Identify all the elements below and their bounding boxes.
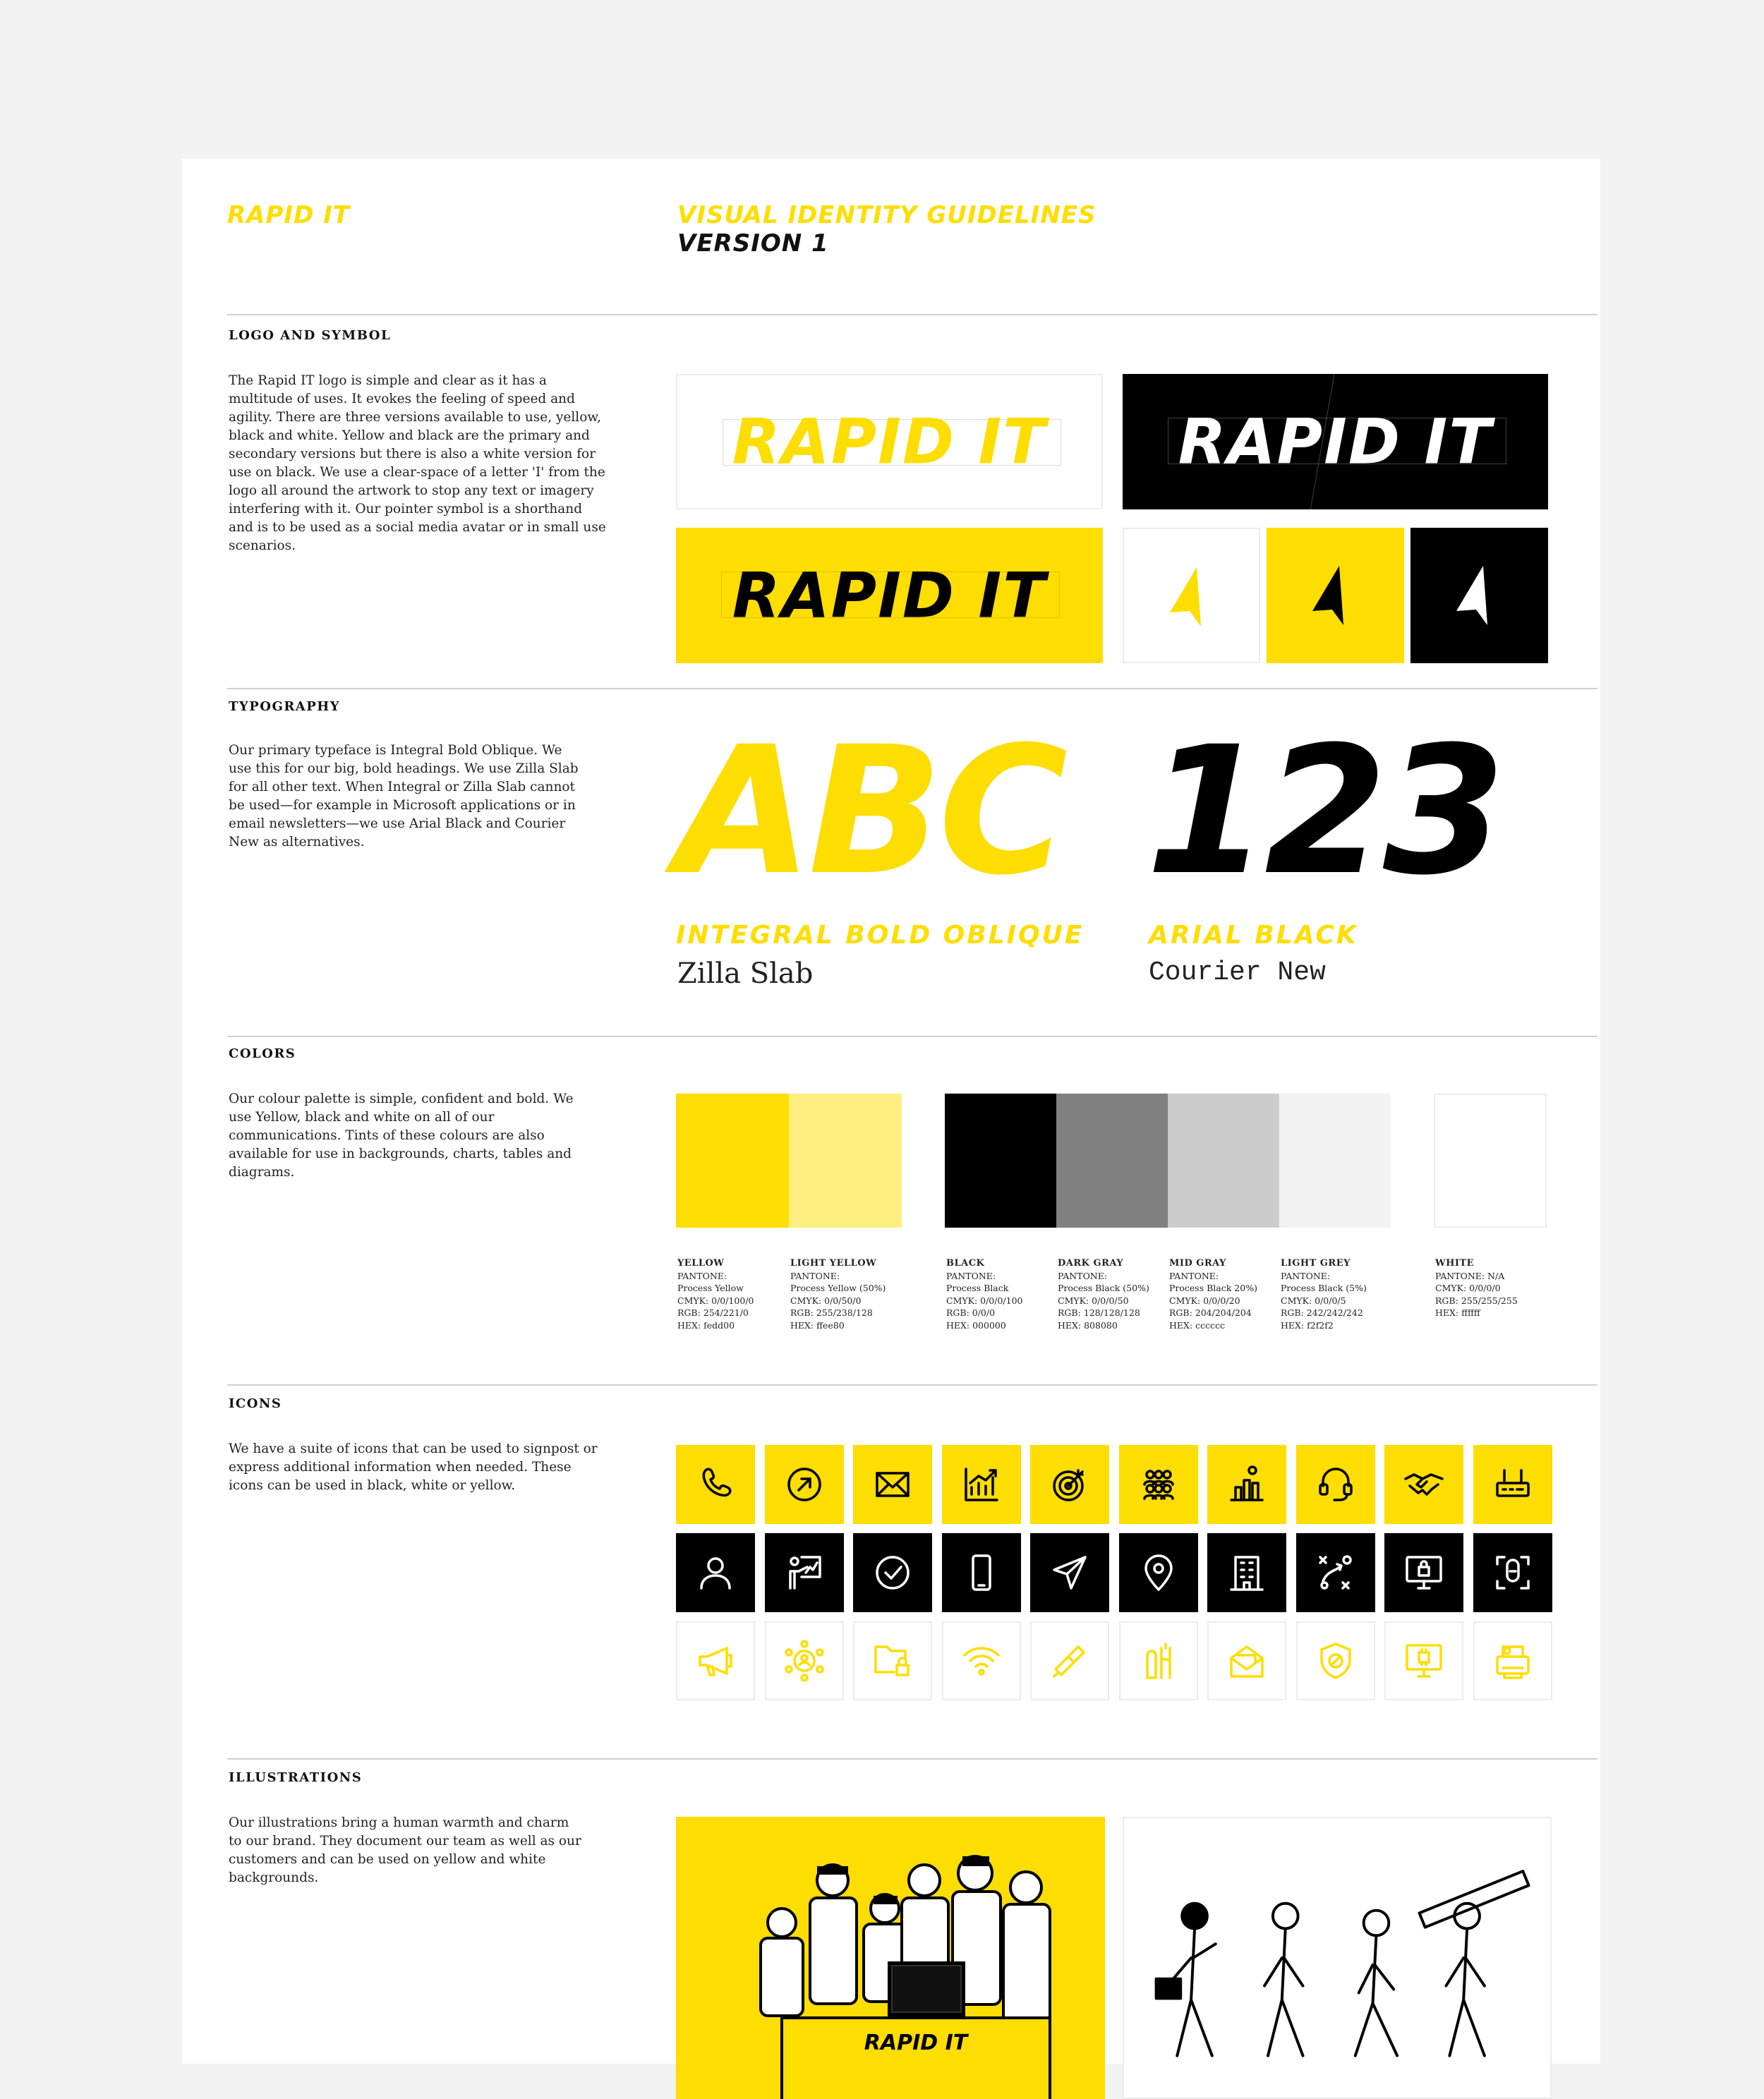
document-title: VISUAL IDENTITY GUIDELINES bbox=[677, 201, 1097, 229]
headset-icon bbox=[1313, 1462, 1358, 1507]
logo-black-on-yellow bbox=[676, 528, 1103, 663]
symbol-yellow-on-white bbox=[1123, 528, 1260, 663]
desk-sign: RAPID IT bbox=[864, 2031, 968, 2055]
office-building-icon bbox=[1224, 1550, 1269, 1595]
customers-illustration bbox=[1124, 1818, 1550, 2098]
type-sample-letters: ABC bbox=[676, 708, 1064, 914]
illustration-customers bbox=[1123, 1817, 1552, 2099]
icon-tile bbox=[1296, 1445, 1375, 1524]
colors-section-heading: COLORS bbox=[229, 1046, 296, 1061]
alt-heading-font: ARIAL BLACK bbox=[1149, 921, 1358, 950]
section-divider bbox=[227, 688, 1597, 689]
target-icon bbox=[1047, 1462, 1092, 1507]
icon-tile bbox=[1473, 1621, 1552, 1700]
send-icon bbox=[1047, 1550, 1092, 1595]
mail-open-icon bbox=[1224, 1638, 1269, 1683]
envelope-icon bbox=[870, 1462, 915, 1507]
wifi-icon bbox=[959, 1638, 1004, 1683]
icon-tile bbox=[765, 1621, 844, 1700]
symbol-white-on-black bbox=[1410, 528, 1548, 663]
illustration-team bbox=[676, 1817, 1105, 2099]
primary-heading-font: INTEGRAL BOLD OBLIQUE bbox=[676, 921, 1085, 950]
icon-tile bbox=[676, 1445, 755, 1524]
pointer-arrow-icon bbox=[1442, 560, 1513, 631]
swatch-light-yellow bbox=[789, 1094, 902, 1228]
secure-monitor-icon bbox=[1401, 1550, 1446, 1595]
icon-tile bbox=[853, 1445, 932, 1524]
document-version: VERSION 1 bbox=[677, 229, 829, 258]
screwdriver-icon bbox=[1047, 1638, 1092, 1683]
user-icon bbox=[693, 1550, 738, 1595]
icon-tile bbox=[1384, 1621, 1463, 1700]
illustrations-section-body: Our illustrations bring a human warmth and charm to our brand. They document our team as well as our customers and can be used on yellow and white backgrounds. bbox=[229, 1815, 581, 1885]
icon-tile bbox=[1030, 1533, 1109, 1612]
icon-tile bbox=[1119, 1621, 1198, 1700]
icon-tile bbox=[1296, 1533, 1375, 1612]
swatch-spec-mid-gray: MID GRAY PANTONE: Process Black 20%) CMYK: 0/0/0/20 RGB: 204/204/204 HEX: cccccc bbox=[1169, 1258, 1257, 1331]
icon-tile bbox=[942, 1621, 1021, 1700]
shield-icon bbox=[1313, 1638, 1358, 1683]
icon-tile bbox=[942, 1445, 1021, 1524]
printer-icon bbox=[1490, 1638, 1535, 1683]
arrow-circle-icon bbox=[782, 1462, 827, 1507]
alt-text-font: Courier New bbox=[1149, 957, 1326, 988]
bar-chart-icon bbox=[1224, 1462, 1269, 1507]
icon-tile bbox=[1030, 1445, 1109, 1524]
typography-section-heading: TYPOGRAPHY bbox=[229, 699, 341, 714]
network-user-icon bbox=[782, 1638, 827, 1683]
icon-tile bbox=[1473, 1445, 1552, 1524]
logo-yellow-on-white bbox=[676, 374, 1103, 509]
router-icon bbox=[1490, 1462, 1535, 1507]
swatch-black bbox=[945, 1094, 1056, 1228]
check-circle-icon bbox=[870, 1550, 915, 1595]
icon-tile bbox=[1207, 1621, 1286, 1700]
face-scan-icon bbox=[1490, 1550, 1535, 1595]
swatch-light-grey bbox=[1279, 1094, 1391, 1228]
megaphone-icon bbox=[693, 1638, 738, 1683]
logo-section-heading: LOGO AND SYMBOL bbox=[229, 328, 392, 343]
strategy-icon bbox=[1313, 1550, 1358, 1595]
colors-section-body: Our colour palette is simple, confident and bold. We use Yellow, black and white on all of our communications. Tints of these colours are also available for use in backgrounds, charts, tables and diagrams. bbox=[229, 1091, 574, 1180]
swatch-spec-light-grey: LIGHT GREY PANTONE: Process Black (5%) CMYK: 0/0/0/5 RGB: 242/242/242 HEX: f2f2f2 bbox=[1281, 1258, 1367, 1331]
folder-lock-icon bbox=[870, 1638, 915, 1683]
team-icon bbox=[1136, 1462, 1181, 1507]
icon-tile bbox=[853, 1621, 932, 1700]
logo-white-on-black bbox=[1123, 374, 1548, 509]
swatch-mid-gray bbox=[1168, 1094, 1279, 1228]
symbol-black-on-yellow bbox=[1267, 528, 1404, 663]
icon-tile bbox=[1030, 1621, 1109, 1700]
logo-wordmark: RAPID IT bbox=[1178, 405, 1493, 478]
icon-tile bbox=[1296, 1621, 1375, 1700]
location-pin-icon bbox=[1136, 1550, 1181, 1595]
swatch-spec-dark-gray: DARK GRAY PANTONE: Process Black (50%) CMYK: 0/0/0/50 RGB: 128/128/128 HEX: 808080 bbox=[1058, 1258, 1149, 1331]
icon-tile bbox=[676, 1533, 755, 1612]
icon-tile bbox=[676, 1621, 755, 1700]
icon-tile bbox=[1473, 1533, 1552, 1612]
icon-tile bbox=[1119, 1445, 1198, 1524]
icon-tile bbox=[853, 1533, 932, 1612]
section-divider bbox=[227, 1758, 1597, 1760]
tools-icon bbox=[1136, 1638, 1181, 1683]
typography-section-body: Our primary typeface is Integral Bold Oblique. We use this for our big, bold headings. We use Zilla Slab for all other text. When Integral or Zilla Slab cannot be used—for example in Microsoft applications or in email newsletters—we use Arial Black and Courier New as alternatives. bbox=[229, 743, 579, 849]
chip-monitor-icon bbox=[1401, 1638, 1446, 1683]
logo-section-body: The Rapid IT logo is simple and clear as it has a multitude of uses. It evokes the feeling of speed and agility. There are three versions available to use, yellow, black and white. Yellow and black are the primary and secondary versions but there is also a white version for use on black. We use a clear-space of a letter 'I' from the logo all around the artwork to stop any text or imagery interfering with it. Our pointer symbol is a shorthand and is to be used as a social media avatar or in small use scenarios. bbox=[229, 373, 606, 553]
icon-tile bbox=[1119, 1533, 1198, 1612]
icon-tile bbox=[942, 1533, 1021, 1612]
guidelines-sheet bbox=[182, 159, 1600, 2064]
swatch-spec-light-yellow: LIGHT YELLOW PANTONE: Process Yellow (50%) CMYK: 0/0/50/0 RGB: 255/238/128 HEX: ffee80 bbox=[790, 1258, 886, 1331]
icons-section-body: We have a suite of icons that can be used to signpost or express additional information when needed. These icons can be used in black, white or yellow. bbox=[229, 1441, 598, 1493]
icons-section-heading: ICONS bbox=[229, 1396, 282, 1411]
primary-text-font: Zilla Slab bbox=[677, 957, 814, 990]
team-illustration bbox=[676, 1817, 1105, 2099]
swatch-white bbox=[1434, 1094, 1547, 1228]
section-divider bbox=[227, 314, 1597, 315]
pointer-arrow-icon bbox=[1298, 560, 1369, 631]
icon-tile bbox=[765, 1533, 844, 1612]
icon-tile bbox=[1384, 1445, 1463, 1524]
icon-tile bbox=[1207, 1533, 1286, 1612]
smartphone-icon bbox=[959, 1550, 1004, 1595]
swatch-spec-yellow: YELLOW PANTONE: Process Yellow CMYK: 0/0/100/0 RGB: 254/221/0 HEX: fedd00 bbox=[677, 1258, 754, 1331]
type-sample-numbers: 123 bbox=[1146, 708, 1502, 914]
illustrations-section-heading: ILLUSTRATIONS bbox=[229, 1770, 363, 1785]
section-divider bbox=[227, 1036, 1597, 1037]
section-divider bbox=[227, 1384, 1597, 1386]
icon-tile bbox=[1207, 1445, 1286, 1524]
swatch-spec-black: BLACK PANTONE: Process Black CMYK: 0/0/0/100 RGB: 0/0/0 HEX: 000000 bbox=[946, 1258, 1023, 1331]
brand-name: RAPID IT bbox=[227, 201, 350, 229]
icon-tile bbox=[1384, 1533, 1463, 1612]
logo-wordmark: RAPID IT bbox=[732, 559, 1047, 632]
swatch-spec-white: WHITE PANTONE: N/A CMYK: 0/0/0/0 RGB: 255/255/255 HEX: ffffff bbox=[1435, 1258, 1518, 1318]
handshake-icon bbox=[1401, 1462, 1446, 1507]
growth-chart-icon bbox=[959, 1462, 1004, 1507]
icon-tile bbox=[765, 1445, 844, 1524]
presentation-icon bbox=[782, 1550, 827, 1595]
pointer-arrow-icon bbox=[1156, 562, 1226, 632]
phone-icon bbox=[693, 1462, 738, 1507]
swatch-yellow bbox=[676, 1094, 789, 1228]
logo-wordmark: RAPID IT bbox=[732, 405, 1047, 478]
swatch-dark-gray bbox=[1056, 1094, 1168, 1228]
